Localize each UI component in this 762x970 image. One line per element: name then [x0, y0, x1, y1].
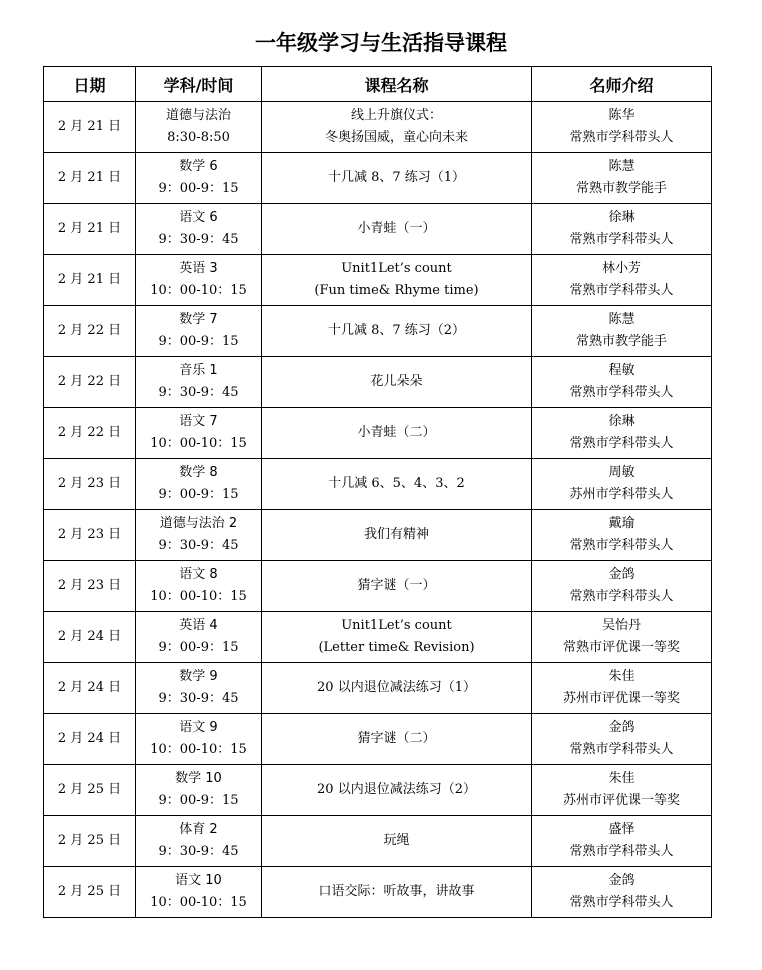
course-line-1: 十几减 8、7 练习（2）	[327, 323, 466, 338]
cell-course	[262, 459, 532, 510]
table-row	[44, 408, 712, 459]
teacher-title: 常熟市学科带头人	[569, 283, 674, 298]
date-text: 2 月 21 日	[57, 221, 122, 236]
subject-text: 数学 6	[179, 159, 218, 174]
cell-subject-time	[136, 816, 262, 867]
cell-subject-time	[136, 204, 262, 255]
teacher-title: 常熟市学科带头人	[569, 130, 674, 145]
course-line-1: 十几减 8、7 练习（1）	[327, 170, 466, 185]
cell-date	[44, 765, 136, 816]
cell-teacher	[532, 663, 712, 714]
schedule-body	[44, 102, 712, 918]
course-line-2: (Letter time& Revision)	[318, 640, 475, 655]
course-line-1: 我们有精神	[363, 527, 429, 542]
cell-teacher	[532, 204, 712, 255]
time-text: 9：30-9：45	[158, 691, 239, 706]
cell-course	[262, 561, 532, 612]
cell-teacher	[532, 714, 712, 765]
subject-text: 数学 10	[175, 771, 222, 786]
cell-subject-time	[136, 408, 262, 459]
cell-course	[262, 510, 532, 561]
subject-text: 语文 9	[179, 720, 218, 735]
table-row	[44, 204, 712, 255]
teacher-name: 金鸽	[608, 720, 635, 735]
cell-date	[44, 867, 136, 918]
cell-teacher	[532, 765, 712, 816]
table-row	[44, 663, 712, 714]
cell-course	[262, 867, 532, 918]
time-text: 8:30-8:50	[167, 130, 230, 145]
subject-text: 英语 4	[179, 618, 218, 633]
cell-course	[262, 306, 532, 357]
cell-teacher	[532, 153, 712, 204]
cell-teacher	[532, 867, 712, 918]
teacher-name: 周敏	[608, 465, 635, 480]
teacher-name: 金鸽	[608, 873, 635, 888]
time-text: 10：00-10：15	[150, 895, 247, 910]
time-text: 10：00-10：15	[150, 742, 247, 757]
cell-subject-time	[136, 255, 262, 306]
cell-subject-time	[136, 510, 262, 561]
schedule-table	[43, 66, 712, 918]
course-line-1: Unit1Let’s count	[341, 618, 452, 633]
subject-text: 音乐 1	[179, 363, 218, 378]
date-text: 2 月 22 日	[57, 323, 122, 338]
course-line-1: 猜字谜（二）	[357, 731, 436, 746]
course-line-1: 线上升旗仪式：	[350, 108, 442, 123]
teacher-title: 常熟市学科带头人	[569, 589, 674, 604]
table-row	[44, 765, 712, 816]
cell-teacher	[532, 459, 712, 510]
teacher-title: 苏州市学科带头人	[569, 487, 674, 502]
header-date: 日期	[44, 67, 136, 102]
time-text: 9：30-9：45	[158, 538, 239, 553]
header-course: 课程名称	[262, 67, 532, 102]
cell-teacher	[532, 102, 712, 153]
table-header-row	[44, 67, 712, 102]
subject-text: 语文 7	[179, 414, 218, 429]
table-row	[44, 255, 712, 306]
cell-date	[44, 153, 136, 204]
cell-subject-time	[136, 561, 262, 612]
course-line-1: 小青蛙（一）	[357, 221, 436, 236]
time-text: 10：00-10：15	[150, 283, 247, 298]
course-line-1: 花儿朵朵	[370, 374, 423, 389]
cell-date	[44, 306, 136, 357]
cell-subject-time	[136, 459, 262, 510]
teacher-name: 陈华	[608, 108, 635, 123]
cell-teacher	[532, 510, 712, 561]
cell-course	[262, 714, 532, 765]
subject-text: 语文 8	[179, 567, 218, 582]
cell-date	[44, 408, 136, 459]
course-line-2: (Fun time& Rhyme time)	[314, 283, 479, 298]
teacher-name: 陈慧	[608, 312, 635, 327]
page-title: 一年级学习与生活指导课程	[255, 31, 507, 55]
teacher-title: 常熟市教学能手	[575, 334, 667, 349]
cell-course	[262, 663, 532, 714]
course-line-1: 小青蛙（二）	[357, 425, 436, 440]
date-text: 2 月 24 日	[57, 680, 122, 695]
cell-course	[262, 816, 532, 867]
cell-date	[44, 204, 136, 255]
teacher-title: 常熟市学科带头人	[569, 844, 674, 859]
cell-teacher	[532, 561, 712, 612]
course-line-1: Unit1Let’s count	[341, 261, 452, 276]
cell-course	[262, 357, 532, 408]
cell-subject-time	[136, 357, 262, 408]
table-row	[44, 459, 712, 510]
subject-text: 道德与法治 2	[159, 516, 238, 531]
date-text: 2 月 22 日	[57, 425, 122, 440]
time-text: 10：00-10：15	[150, 589, 247, 604]
cell-subject-time	[136, 714, 262, 765]
course-line-1: 20 以内退位减法练习（1）	[317, 680, 476, 695]
subject-text: 道德与法治	[165, 108, 231, 123]
table-row	[44, 153, 712, 204]
table-row	[44, 867, 712, 918]
cell-date	[44, 102, 136, 153]
teacher-title: 常熟市评优课一等奖	[562, 640, 680, 655]
date-text: 2 月 21 日	[57, 119, 122, 134]
cell-subject-time	[136, 663, 262, 714]
cell-subject-time	[136, 153, 262, 204]
time-text: 10：00-10：15	[150, 436, 247, 451]
teacher-name: 陈慧	[608, 159, 635, 174]
table-row	[44, 306, 712, 357]
teacher-title: 常熟市学科带头人	[569, 895, 674, 910]
course-line-1: 十几减 6、5、4、3、2	[328, 476, 465, 491]
cell-date	[44, 714, 136, 765]
cell-teacher	[532, 612, 712, 663]
header-teacher: 名师介绍	[532, 67, 712, 102]
teacher-title: 常熟市学科带头人	[569, 232, 674, 247]
date-text: 2 月 23 日	[57, 476, 122, 491]
date-text: 2 月 25 日	[57, 884, 122, 899]
cell-teacher	[532, 357, 712, 408]
teacher-name: 戴瑜	[608, 516, 635, 531]
teacher-title: 常熟市学科带头人	[569, 538, 674, 553]
cell-course	[262, 102, 532, 153]
cell-course	[262, 153, 532, 204]
teacher-title: 常熟市学科带头人	[569, 742, 674, 757]
time-text: 9：00-9：15	[158, 487, 239, 502]
cell-date	[44, 357, 136, 408]
table-row	[44, 612, 712, 663]
header-subject-time: 学科/时间	[136, 67, 262, 102]
table-row	[44, 561, 712, 612]
teacher-title: 常熟市学科带头人	[569, 385, 674, 400]
time-text: 9：00-9：15	[158, 181, 239, 196]
table-row	[44, 102, 712, 153]
cell-teacher	[532, 306, 712, 357]
cell-course	[262, 765, 532, 816]
course-line-1: 玩绳	[383, 833, 410, 848]
date-text: 2 月 25 日	[57, 782, 122, 797]
date-text: 2 月 23 日	[57, 527, 122, 542]
subject-text: 语文 10	[175, 873, 222, 888]
cell-subject-time	[136, 612, 262, 663]
teacher-name: 林小芳	[601, 261, 641, 276]
course-line-1: 口语交际：听故事，讲故事	[318, 884, 475, 899]
time-text: 9：00-9：15	[158, 334, 239, 349]
cell-subject-time	[136, 306, 262, 357]
course-line-1: 20 以内退位减法练习（2）	[317, 782, 476, 797]
teacher-name: 吴怡丹	[601, 618, 641, 633]
teacher-title: 常熟市教学能手	[575, 181, 667, 196]
date-text: 2 月 21 日	[57, 272, 122, 287]
cell-course	[262, 612, 532, 663]
teacher-title: 苏州市评优课一等奖	[562, 793, 680, 808]
teacher-name: 金鸽	[608, 567, 635, 582]
teacher-name: 朱佳	[608, 771, 635, 786]
subject-text: 数学 8	[179, 465, 218, 480]
table-row	[44, 510, 712, 561]
cell-course	[262, 255, 532, 306]
subject-text: 体育 2	[179, 822, 218, 837]
cell-subject-time	[136, 102, 262, 153]
course-line-1: 猜字谜（一）	[357, 578, 436, 593]
teacher-name: 朱佳	[608, 669, 635, 684]
teacher-name: 徐琳	[608, 210, 635, 225]
subject-text: 英语 3	[179, 261, 218, 276]
table-row	[44, 816, 712, 867]
cell-date	[44, 561, 136, 612]
cell-teacher	[532, 255, 712, 306]
time-text: 9：00-9：15	[158, 793, 239, 808]
date-text: 2 月 24 日	[57, 629, 122, 644]
teacher-name: 盛怿	[608, 822, 635, 837]
cell-date	[44, 510, 136, 561]
time-text: 9：30-9：45	[158, 844, 239, 859]
cell-subject-time	[136, 867, 262, 918]
date-text: 2 月 23 日	[57, 578, 122, 593]
date-text: 2 月 22 日	[57, 374, 122, 389]
cell-course	[262, 408, 532, 459]
date-text: 2 月 24 日	[57, 731, 122, 746]
teacher-title: 苏州市评优课一等奖	[562, 691, 680, 706]
cell-date	[44, 663, 136, 714]
date-text: 2 月 21 日	[57, 170, 122, 185]
course-line-2: 冬奥扬国威，童心向未来	[324, 130, 468, 145]
time-text: 9：30-9：45	[158, 385, 239, 400]
subject-text: 数学 9	[179, 669, 218, 684]
cell-teacher	[532, 408, 712, 459]
subject-text: 数学 7	[179, 312, 218, 327]
cell-teacher	[532, 816, 712, 867]
cell-subject-time	[136, 765, 262, 816]
teacher-name: 徐琳	[608, 414, 635, 429]
teacher-title: 常熟市学科带头人	[569, 436, 674, 451]
teacher-name: 程敏	[608, 363, 635, 378]
time-text: 9：00-9：15	[158, 640, 239, 655]
cell-course	[262, 204, 532, 255]
subject-text: 语文 6	[179, 210, 218, 225]
date-text: 2 月 25 日	[57, 833, 122, 848]
time-text: 9：30-9：45	[158, 232, 239, 247]
cell-date	[44, 459, 136, 510]
table-row	[44, 714, 712, 765]
table-row	[44, 357, 712, 408]
cell-date	[44, 612, 136, 663]
cell-date	[44, 255, 136, 306]
cell-date	[44, 816, 136, 867]
